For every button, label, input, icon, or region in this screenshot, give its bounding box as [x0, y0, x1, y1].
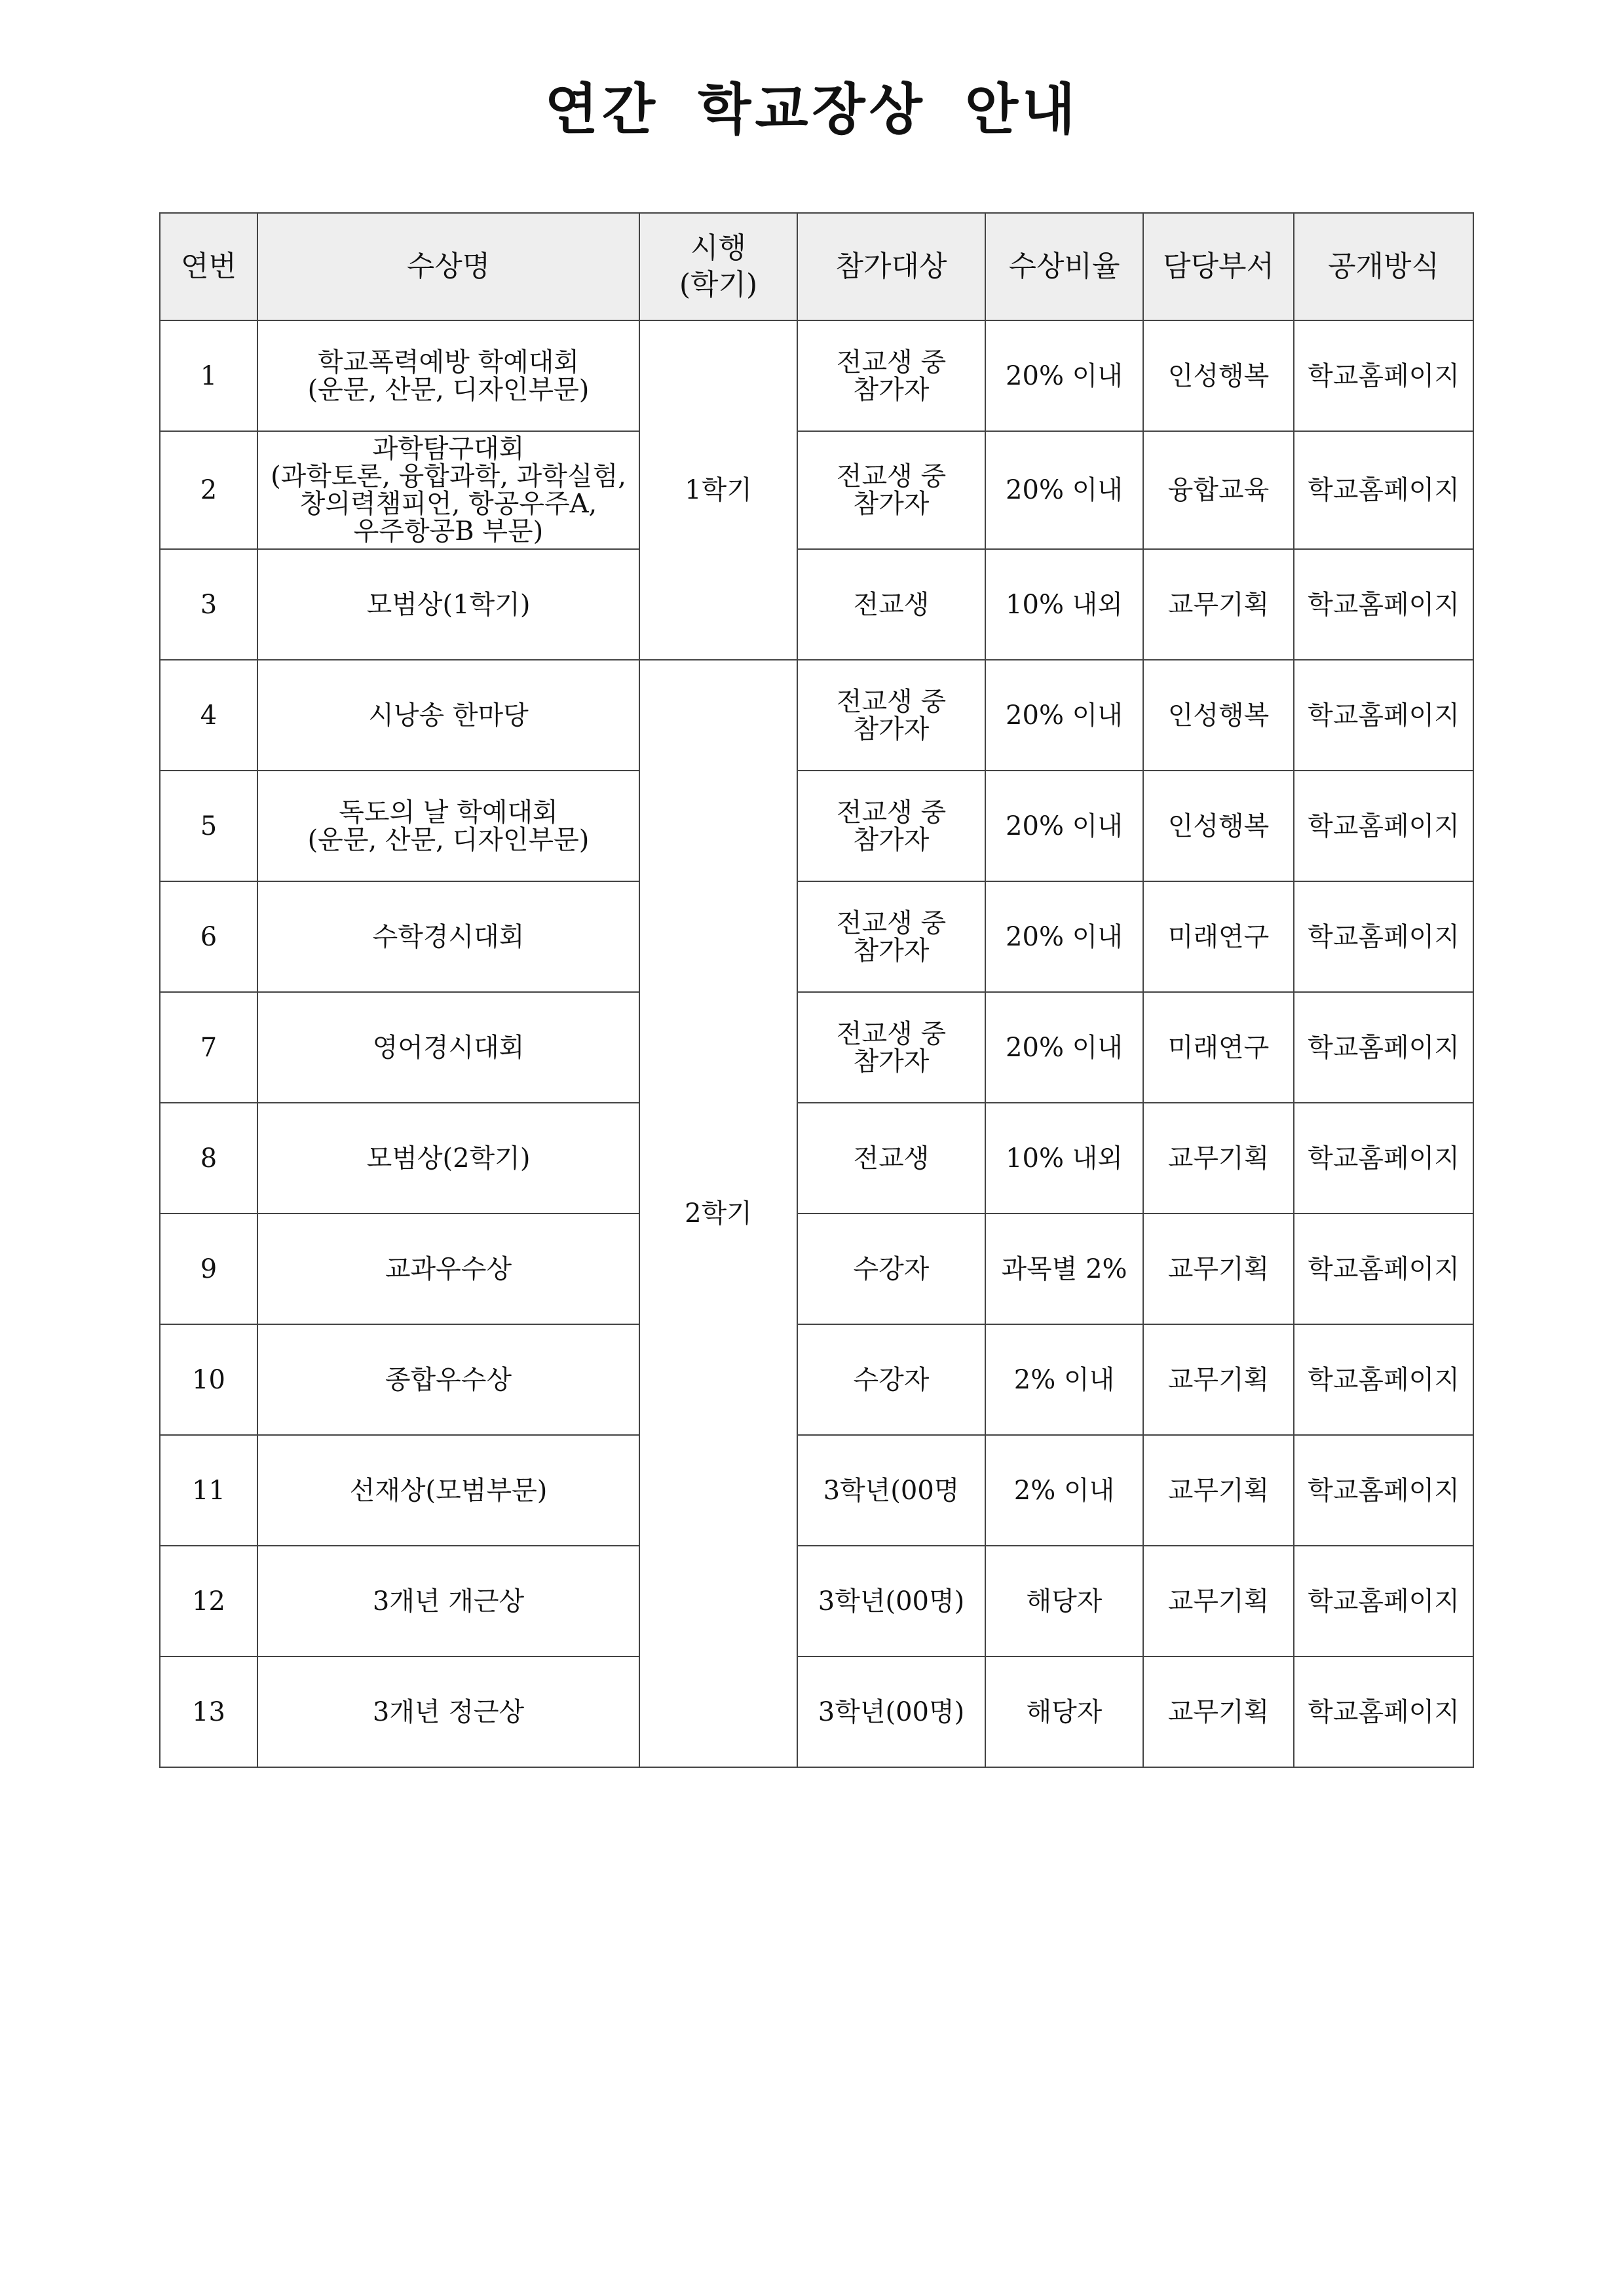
header-department-label: 담당부서: [1162, 250, 1274, 283]
cell-number: 13: [160, 1656, 257, 1767]
header-semester: [639, 213, 797, 320]
table-row: [160, 660, 1473, 771]
cell-number: 4: [160, 660, 257, 771]
cell-department: 미래연구: [1143, 992, 1294, 1103]
header-award-name-label: 수상명: [406, 250, 491, 283]
cell-number: 9: [160, 1214, 257, 1324]
cell-number: 3: [160, 549, 257, 660]
cell-award-name: 과학탐구대회 (과학토론, 융합과학, 과학실험, 창의력챔피언, 항공우주A, 우주항공B 부문): [257, 431, 639, 549]
table-header: [160, 213, 1473, 320]
cell-ratio: 20% 이내: [985, 660, 1143, 771]
cell-department: 교무기획: [1143, 1324, 1294, 1435]
cell-number: 12: [160, 1546, 257, 1656]
cell-disclosure: 학교홈페이지: [1294, 1656, 1473, 1767]
cell-department: 교무기획: [1143, 549, 1294, 660]
cell-ratio: 20% 이내: [985, 320, 1143, 431]
cell-number: 2: [160, 431, 257, 549]
cell-ratio: 2% 이내: [985, 1435, 1143, 1546]
header-number: [160, 213, 257, 320]
cell-disclosure: 학교홈페이지: [1294, 1435, 1473, 1546]
cell-ratio: 20% 이내: [985, 992, 1143, 1103]
header-award-name: [257, 213, 639, 320]
cell-target: 전교생: [797, 1103, 985, 1214]
cell-ratio: 10% 내외: [985, 1103, 1143, 1214]
cell-semester-1: 1학기: [639, 320, 797, 660]
cell-award-name: 독도의 날 학예대회 (운문, 산문, 디자인부문): [257, 771, 639, 881]
cell-disclosure: 학교홈페이지: [1294, 660, 1473, 771]
cell-target: 수강자: [797, 1324, 985, 1435]
cell-ratio: 해당자: [985, 1656, 1143, 1767]
cell-target: 전교생 중 참가자: [797, 660, 985, 771]
cell-disclosure: 학교홈페이지: [1294, 992, 1473, 1103]
cell-disclosure: 학교홈페이지: [1294, 1546, 1473, 1656]
header-disclosure: [1294, 213, 1473, 320]
cell-department: 교무기획: [1143, 1546, 1294, 1656]
cell-department: 교무기획: [1143, 1103, 1294, 1214]
cell-target: 전교생 중 참가자: [797, 771, 985, 881]
cell-award-name: 종합우수상: [257, 1324, 639, 1435]
cell-target: 전교생 중 참가자: [797, 881, 985, 992]
cell-award-name: 모범상(2학기): [257, 1103, 639, 1214]
cell-disclosure: 학교홈페이지: [1294, 1214, 1473, 1324]
cell-disclosure: 학교홈페이지: [1294, 881, 1473, 992]
cell-number: 7: [160, 992, 257, 1103]
cell-ratio: 2% 이내: [985, 1324, 1143, 1435]
table-row: [160, 992, 1473, 1103]
table-row: [160, 1546, 1473, 1656]
header-target: [797, 213, 985, 320]
cell-disclosure: 학교홈페이지: [1294, 1324, 1473, 1435]
cell-ratio: 과목별 2%: [985, 1214, 1143, 1324]
cell-disclosure: 학교홈페이지: [1294, 431, 1473, 549]
cell-ratio: 10% 내외: [985, 549, 1143, 660]
cell-target: 전교생 중 참가자: [797, 431, 985, 549]
cell-award-name: 수학경시대회: [257, 881, 639, 992]
header-semester-label: 시행 (학기): [679, 231, 758, 301]
cell-target: 수강자: [797, 1214, 985, 1324]
cell-department: 인성행복: [1143, 660, 1294, 771]
cell-award-name: 시낭송 한마당: [257, 660, 639, 771]
cell-semester-2: 2학기: [639, 660, 797, 1767]
cell-number: 5: [160, 771, 257, 881]
cell-target: 3학년(00명): [797, 1656, 985, 1767]
header-row: [160, 213, 1473, 320]
cell-number: 6: [160, 881, 257, 992]
table-row: [160, 320, 1473, 431]
table-row: [160, 549, 1473, 660]
awards-table: [159, 212, 1474, 1768]
header-department: [1143, 213, 1294, 320]
header-target-label: 참가대상: [835, 250, 947, 283]
header-disclosure-label: 공개방식: [1327, 250, 1439, 283]
cell-award-name: 교과우수상: [257, 1214, 639, 1324]
cell-ratio: 해당자: [985, 1546, 1143, 1656]
cell-department: 인성행복: [1143, 320, 1294, 431]
cell-number: 11: [160, 1435, 257, 1546]
header-ratio-label: 수상비율: [1008, 250, 1120, 283]
cell-disclosure: 학교홈페이지: [1294, 320, 1473, 431]
cell-number: 1: [160, 320, 257, 431]
cell-award-name: 3개년 개근상: [257, 1546, 639, 1656]
table-row: [160, 1435, 1473, 1546]
cell-target: 전교생 중 참가자: [797, 992, 985, 1103]
cell-ratio: 20% 이내: [985, 771, 1143, 881]
page-title: 연간 학교장상 안내: [544, 77, 1080, 142]
table-row: [160, 1656, 1473, 1767]
cell-department: 교무기획: [1143, 1656, 1294, 1767]
cell-target: 3학년(00명: [797, 1435, 985, 1546]
cell-award-name: 학교폭력예방 학예대회 (운문, 산문, 디자인부문): [257, 320, 639, 431]
cell-department: 교무기획: [1143, 1214, 1294, 1324]
cell-award-name: 모범상(1학기): [257, 549, 639, 660]
table-row: [160, 771, 1473, 881]
cell-number: 10: [160, 1324, 257, 1435]
cell-award-name: 3개년 정근상: [257, 1656, 639, 1767]
cell-target: 전교생: [797, 549, 985, 660]
header-number-label: 연번: [180, 250, 236, 283]
table-body: [160, 320, 1473, 1767]
header-ratio: [985, 213, 1143, 320]
table-row: [160, 1214, 1473, 1324]
cell-award-name: 영어경시대회: [257, 992, 639, 1103]
cell-disclosure: 학교홈페이지: [1294, 1103, 1473, 1214]
cell-disclosure: 학교홈페이지: [1294, 549, 1473, 660]
table-row: [160, 1324, 1473, 1435]
cell-disclosure: 학교홈페이지: [1294, 771, 1473, 881]
cell-department: 미래연구: [1143, 881, 1294, 992]
table-row: [160, 881, 1473, 992]
cell-target: 3학년(00명): [797, 1546, 985, 1656]
cell-department: 교무기획: [1143, 1435, 1294, 1546]
table-row: [160, 1103, 1473, 1214]
cell-department: 인성행복: [1143, 771, 1294, 881]
cell-ratio: 20% 이내: [985, 881, 1143, 992]
cell-ratio: 20% 이내: [985, 431, 1143, 549]
cell-target: 전교생 중 참가자: [797, 320, 985, 431]
cell-award-name: 선재상(모범부문): [257, 1435, 639, 1546]
cell-department: 융합교육: [1143, 431, 1294, 549]
cell-number: 8: [160, 1103, 257, 1214]
table-row: [160, 431, 1473, 549]
